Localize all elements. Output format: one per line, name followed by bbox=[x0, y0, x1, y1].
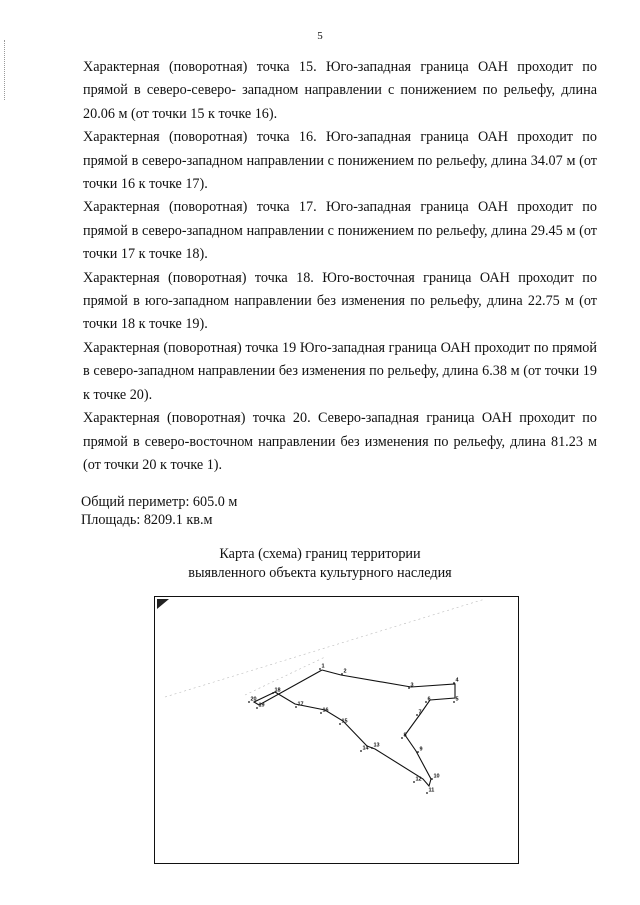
map-frame bbox=[154, 596, 519, 864]
guide-line bbox=[165, 599, 485, 697]
corner-mark bbox=[157, 599, 169, 609]
point-label: 8 bbox=[403, 732, 407, 739]
point-label: 9 bbox=[419, 746, 423, 753]
point-label: 4 bbox=[455, 677, 459, 684]
point-label: 19 bbox=[258, 702, 265, 709]
point-label: 6 bbox=[427, 696, 431, 703]
boundary-line bbox=[254, 670, 455, 786]
point-label: 11 bbox=[428, 787, 435, 794]
paragraph: Характерная (поворотная) точка 19 Юго-западная граница ОАН проходит по прямой в северо-западном направлении без изменения по рельефу, длина 6.38 м (от точки 19 к точке 20). bbox=[83, 339, 597, 403]
map-title-line2: выявленного объекта культурного наследия bbox=[188, 565, 452, 581]
point-label: 14 bbox=[362, 745, 369, 752]
point-label: 7 bbox=[418, 709, 422, 716]
point-label: 20 bbox=[250, 696, 257, 703]
point-label: 1 bbox=[321, 663, 325, 670]
point-label: 18 bbox=[274, 687, 281, 694]
perimeter-text: Общий периметр: 605.0 м bbox=[81, 494, 238, 510]
paragraph: Характерная (поворотная) точка 17. Юго-западная граница ОАН проходит по прямой в северо-западном направлении с понижением по рельефу, длина 29.45 м (от точки 17 к точке 18). bbox=[83, 199, 597, 263]
body-text bbox=[83, 56, 597, 477]
point-label: 2 bbox=[343, 668, 347, 675]
point-label: 3 bbox=[410, 682, 414, 689]
point-label: 5 bbox=[455, 696, 459, 703]
paragraph: Характерная (поворотная) точка 16. Юго-западная граница ОАН проходит по прямой в северо-западном направлении с понижением по рельефу, длина 34.07 м (от точки 16 к точке 17). bbox=[83, 129, 597, 193]
point-label: 12 bbox=[415, 776, 422, 783]
area-text: Площадь: 8209.1 кв.м bbox=[81, 512, 213, 528]
map-title-line1: Карта (схема) границ территории bbox=[219, 546, 421, 562]
page-number: 5 bbox=[317, 30, 323, 42]
point-label: 13 bbox=[373, 742, 380, 749]
guide-line bbox=[245, 657, 325, 695]
map-title bbox=[0, 545, 640, 583]
point-label: 17 bbox=[297, 701, 304, 708]
paragraph: Характерная (поворотная) точка 20. Северо-западная граница ОАН проходит по прямой в северо-восточном направлении без изменения по рельефу, длина 81.23 м (от точки 20 к точке 1). bbox=[83, 410, 597, 473]
boundary-map bbox=[155, 597, 520, 865]
margin-marks bbox=[4, 40, 7, 100]
paragraph: Характерная (поворотная) точка 18. Юго-восточная граница ОАН проходит по прямой в юго-западном направлении без изменения по рельефу, длина 22.75 м (от точки 18 к точке 19). bbox=[83, 269, 597, 333]
paragraph: Характерная (поворотная) точка 15. Юго-западная граница ОАН проходит по прямой в северо-северо- западном направлении с понижением по рельефу, длина 20.06 м (от точки 15 к точке 16). bbox=[83, 59, 597, 122]
point-label: 15 bbox=[341, 718, 348, 725]
point-label: 16 bbox=[322, 707, 329, 714]
point-label: 10 bbox=[433, 773, 440, 780]
point-labels bbox=[248, 664, 459, 794]
summary bbox=[81, 493, 237, 529]
